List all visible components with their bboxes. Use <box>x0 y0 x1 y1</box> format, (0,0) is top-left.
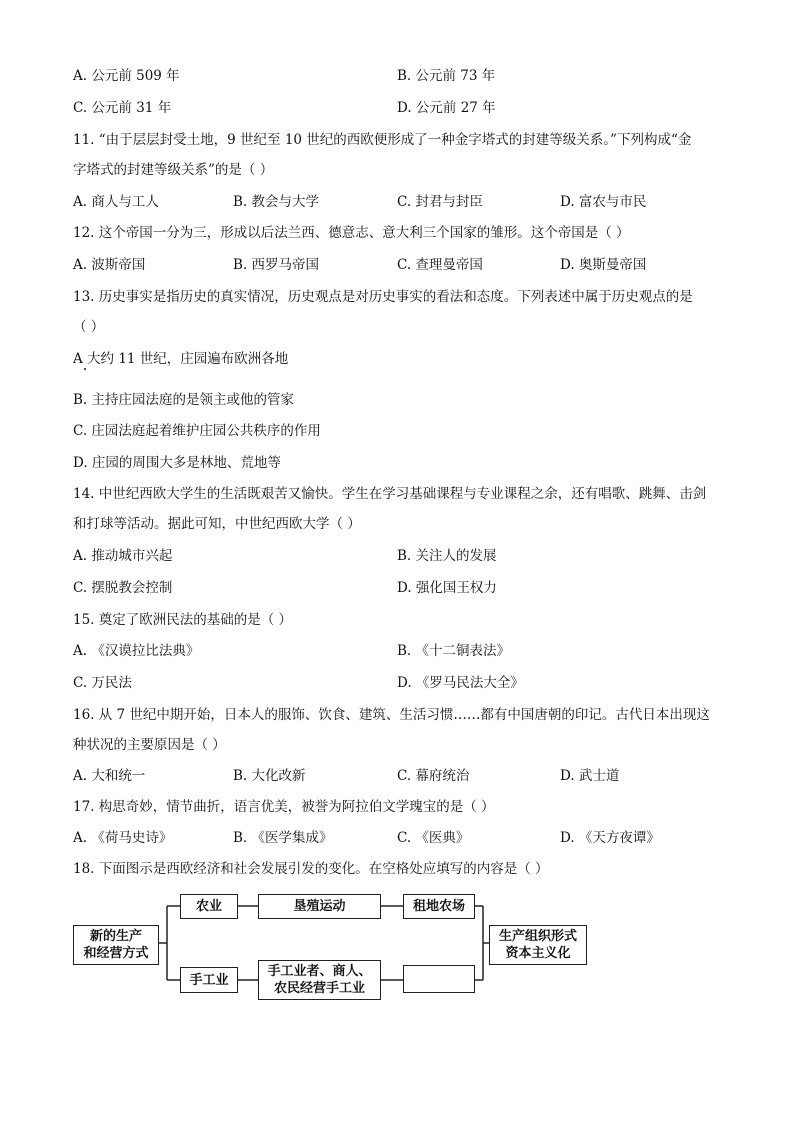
q12-option-a: A. 波斯帝国 <box>73 257 146 273</box>
q11-option-a: A. 商人与工人 <box>73 194 159 210</box>
q11-option-c: C. 封君与封臣 <box>397 194 483 210</box>
q14-option-d: D. 强化国王权力 <box>397 580 497 596</box>
diagram-label: 垦殖运动 <box>293 899 346 914</box>
stray-dot <box>84 368 86 370</box>
q10-option-c: C. 公元前 31 年 <box>73 100 172 116</box>
diagram-label: 农业 <box>195 899 222 914</box>
q14-option-a: A. 推动城市兴起 <box>73 548 173 564</box>
q16-option-c: C. 幕府统治 <box>397 768 470 784</box>
q17-option-b: B. 《医学集成》 <box>233 830 333 846</box>
q13-option-a: A 大约 11 世纪，庄园遍布欧洲各地 <box>73 351 289 367</box>
diagram-label: 生产组织形式 <box>498 929 577 944</box>
q17-stem: 17. 构思奇妙，情节曲折，语言优美，被誉为阿拉伯文学瑰宝的是（ ） <box>73 799 495 815</box>
q13-stem-line2: （ ） <box>73 319 105 335</box>
q13-stem-line1: 13. 历史事实是指历史的真实情况，历史观点是对历史事实的看法和态度。下列表述中属于历史观点的是 <box>73 289 693 305</box>
q17-option-c: C. 《医典》 <box>397 830 470 846</box>
diagram-label: 手工业 <box>189 972 229 988</box>
q15-option-c: C. 万民法 <box>73 675 132 691</box>
q13-option-c: C. 庄园法庭起着维护庄园公共秩序的作用 <box>73 423 321 439</box>
q10-option-d: D. 公元前 27 年 <box>397 100 496 116</box>
q17-option-a: A. 《荷马史诗》 <box>73 830 173 846</box>
q12-option-c: C. 查理曼帝国 <box>397 257 483 273</box>
q12-stem: 12. 这个帝国一分为三，形成以后法兰西、德意志、意大利三个国家的雏形。这个帝国是（ ） <box>73 225 630 241</box>
q15-option-a: A. 《汉谟拉比法典》 <box>73 643 200 659</box>
diagram-box-leased-farm <box>403 894 475 919</box>
diagram-label: 租地农场 <box>412 899 465 914</box>
q11-option-d: D. 富农与市民 <box>560 194 647 210</box>
q11-stem-line2: 字塔式的封建等级关系”的是（ ） <box>73 162 274 178</box>
diagram-box-craft-workers <box>258 960 381 1000</box>
q16-option-b: B. 大化改新 <box>233 768 306 784</box>
q15-stem: 15. 奠定了欧洲民法的基础的是（ ） <box>73 612 293 628</box>
diagram-box-handicraft <box>180 967 238 993</box>
q13-option-d: D. 庄园的周围大多是林地、荒地等 <box>73 455 281 471</box>
diagram-box-agriculture <box>180 894 238 919</box>
diagram-label: 资本主义化 <box>505 946 571 961</box>
q11-stem-line1: 11. “由于层层封受土地，9 世纪至 10 世纪的西欧便形成了一种金字塔式的封建等级关系。”下列构成“金 <box>73 132 692 148</box>
q14-stem-line1: 14. 中世纪西欧大学生的生活既艰苦又愉快。学生在学习基础课程与专业课程之余，还有唱歌、跳舞、击剑 <box>73 486 707 502</box>
q12-option-d: D. 奥斯曼帝国 <box>560 257 647 273</box>
diagram-label: 手工业者、商人、 <box>267 964 372 979</box>
diagram-label: 新的生产 <box>89 929 142 944</box>
q18-stem: 18. 下面图示是西欧经济和社会发展引发的变化。在空格处应填写的内容是（ ） <box>73 861 549 877</box>
q14-stem-line2: 和打球等活动。据此可知，中世纪西欧大学（ ） <box>73 516 361 532</box>
q14-option-c: C. 摆脱教会控制 <box>73 580 173 596</box>
q10-option-b: B. 公元前 73 年 <box>397 68 496 84</box>
q16-stem-line2: 种状况的主要原因是（ ） <box>73 737 226 753</box>
q12-option-b: B. 西罗马帝国 <box>233 257 320 273</box>
q16-option-d: D. 武士道 <box>560 768 620 784</box>
diagram-box-new-production <box>73 925 159 965</box>
q10-option-a: A. 公元前 509 年 <box>73 68 180 84</box>
q17-option-d: D. 《天方夜谭》 <box>560 830 660 846</box>
diagram-box-blank <box>403 965 475 993</box>
q15-option-d: D. 《罗马民法大全》 <box>397 675 524 691</box>
diagram-label: 和经营方式 <box>83 946 149 961</box>
q11-option-b: B. 教会与大学 <box>233 194 320 210</box>
q14-option-b: B. 关注人的发展 <box>397 548 497 564</box>
q16-stem-line1: 16. 从 7 世纪中期开始，日本人的服饰、饮食、建筑、生活习惯……都有中国唐朝的印记。古代日本出现这 <box>73 707 710 723</box>
q16-option-a: A. 大和统一 <box>73 768 146 784</box>
diagram-box-enclosure <box>258 894 381 919</box>
q15-option-b: B. 《十二铜表法》 <box>397 643 511 659</box>
diagram-box-capitalism <box>489 925 587 965</box>
q13-option-b: B. 主持庄园法庭的是领主或他的管家 <box>73 392 295 408</box>
diagram-label: 农民经营手工业 <box>273 981 365 996</box>
